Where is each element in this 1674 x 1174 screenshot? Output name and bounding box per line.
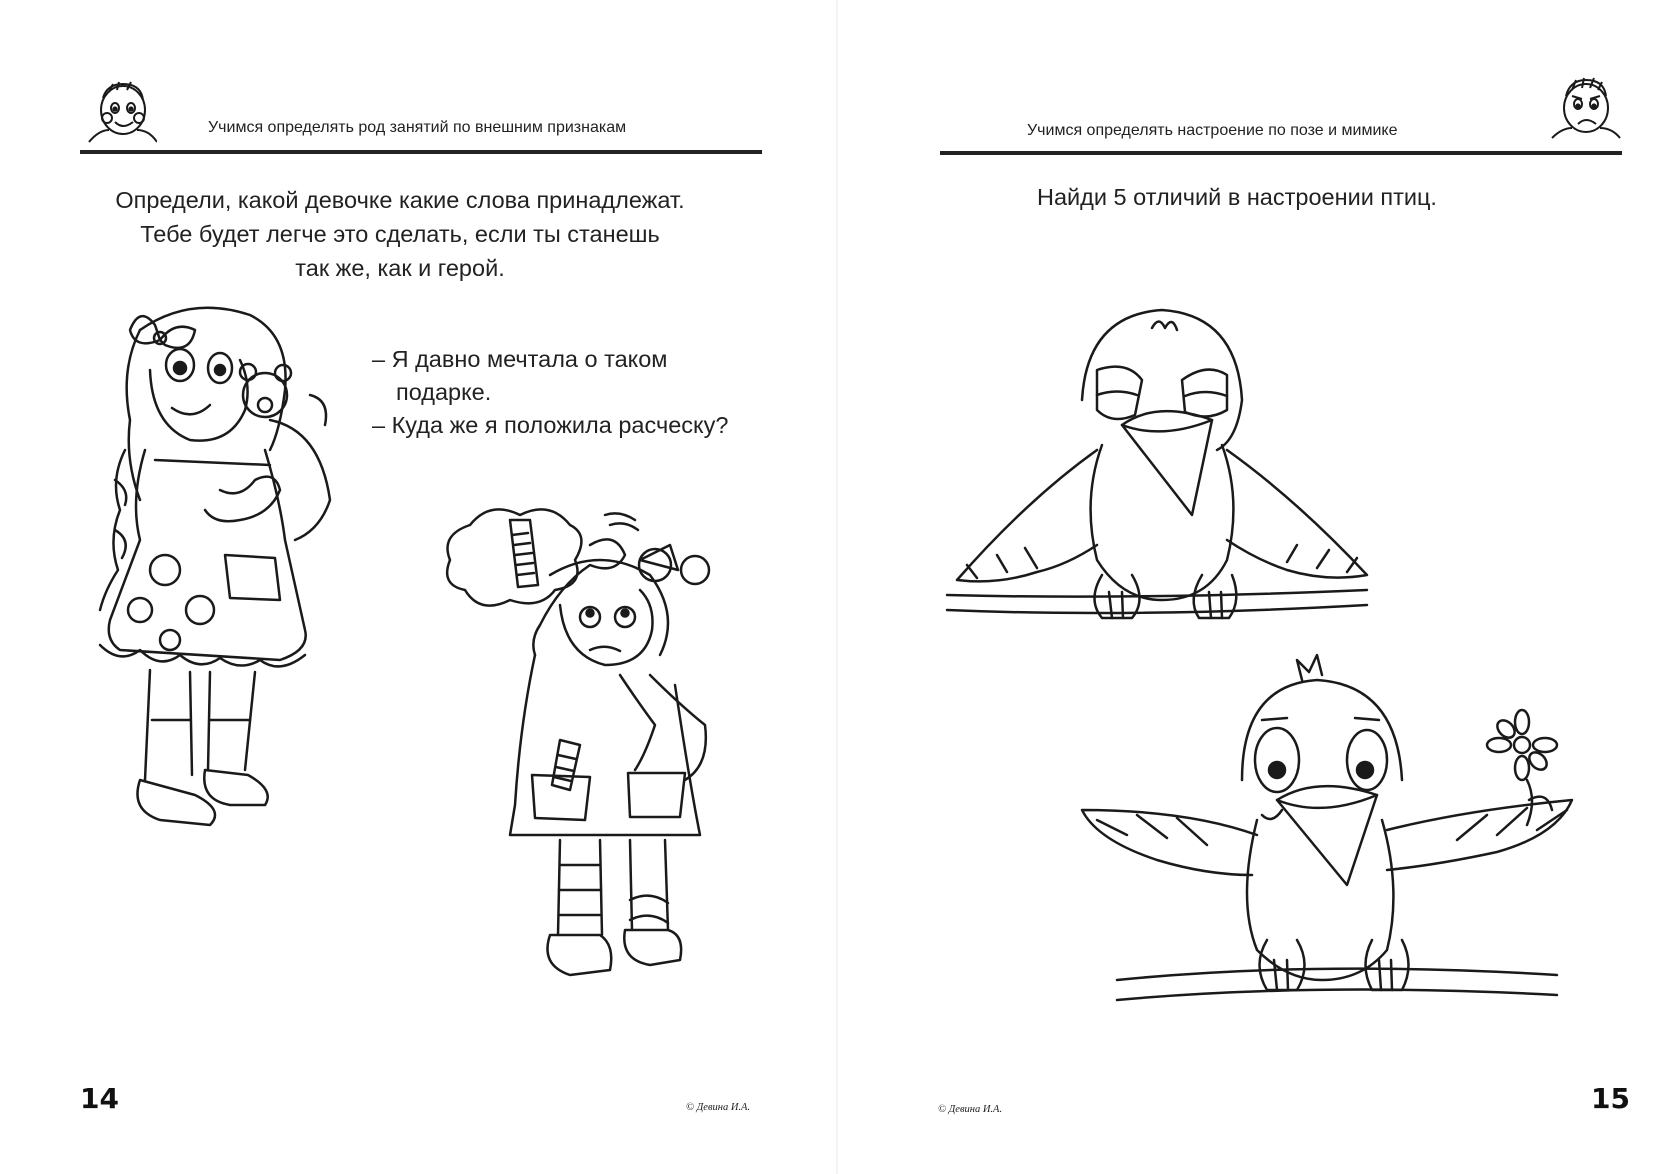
quote-lost-comb: – Куда же я положила расческу? — [372, 412, 729, 438]
girl-thinking-about-comb-illustration — [440, 505, 740, 1065]
instruction-line-2: Тебе будет легче это сделать, если ты станешь — [140, 221, 660, 247]
instruction-line-3: так же, как и герой. — [295, 255, 505, 281]
right-copyright: © Девина И.А. — [938, 1104, 1003, 1115]
quote-list — [372, 343, 732, 442]
left-instruction — [60, 183, 740, 285]
left-page-number: 14 — [80, 1082, 119, 1115]
instruction-line-1: Определи, какой девочке какие слова принадлежат. — [115, 187, 685, 213]
sad-bird-on-branch-illustration — [937, 300, 1387, 660]
left-copyright: © Девина И.А. — [686, 1102, 751, 1113]
left-header-rule — [80, 150, 762, 154]
sad-face-icon — [1550, 74, 1622, 140]
right-header-rule — [940, 151, 1622, 155]
smiling-face-icon — [85, 78, 157, 144]
right-page — [837, 0, 1674, 1174]
happy-bird-with-flower-illustration — [1097, 660, 1577, 1040]
right-header-title: Учимся определять настроение по позе и мимике — [1027, 122, 1398, 139]
quote-dream-gift: – Я давно мечтала о таком подарке. — [372, 346, 668, 405]
right-instruction: Найди 5 отличий в настроении птиц. — [1037, 184, 1437, 210]
left-header-title: Учимся определять род занятий по внешним признакам — [208, 119, 627, 136]
girl-with-teddy-bear-illustration — [80, 300, 380, 900]
right-page-number: 15 — [1591, 1082, 1630, 1115]
